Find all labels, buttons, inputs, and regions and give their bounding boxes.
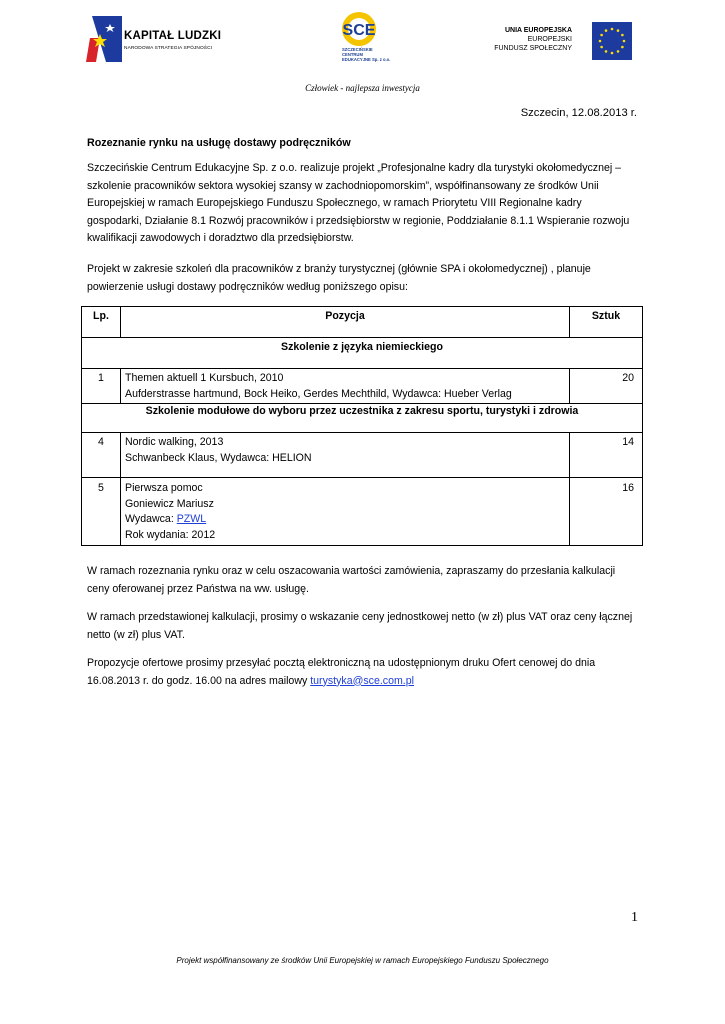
row-title: Pierwsza pomoc — [125, 482, 203, 494]
row-position — [121, 369, 570, 404]
table-section-row — [82, 404, 643, 433]
header-lp: Lp. — [82, 307, 121, 338]
row-lp: 4 — [82, 433, 121, 478]
row-position — [121, 433, 570, 478]
table-row — [82, 478, 643, 546]
kapital-ludzki-title: KAPITAŁ LUDZKI — [124, 30, 222, 42]
motto: Człowiek - najlepsza inwestycja — [305, 83, 420, 93]
document-title: Rozeznanie rynku na usługę dostawy podręczników — [87, 137, 351, 149]
header-position: Pozycja — [121, 307, 570, 338]
eu-line2: EUROPEJSKI — [527, 36, 572, 43]
row-details: Aufderstrasse hartmund, Bock Heiko, Gerdes Mechthild, Wydawca: Hueber Verlag — [125, 387, 512, 400]
sce-line1: SZCZECIŃSKIE — [342, 47, 373, 52]
intro-paragraph-2: Projekt w zakresie szkoleń dla pracowników z branży turystycznej (głównie SPA i okołomedycznej) , planuje powierzenie usługi dostawy podręczników według poniższego opisu: — [87, 263, 591, 293]
sce-line3: EDUKACYJNE Sp. z o.o. — [342, 56, 391, 62]
sce-line2: CENTRUM — [342, 51, 363, 57]
outro-paragraph-2: W ramach przedstawionej kalkulacji, prosimy o wskazanie ceny jednostkowej netto (w zł) plus VAT oraz ceny łącznej netto (w zł) plus VAT. — [87, 611, 633, 641]
row-details: Schwanbeck Klaus, Wydawca: HELION — [125, 451, 312, 464]
row-author: Goniewicz Mariusz — [125, 497, 214, 510]
eu-line1: UNIA EUROPEJSKA — [504, 27, 572, 34]
row-lp: 1 — [82, 369, 121, 404]
eu-line3: FUNDUSZ SPOŁECZNY — [494, 45, 572, 52]
table-header-row — [82, 307, 643, 338]
row-title: Themen aktuell 1 Kursbuch, 2010 — [125, 372, 284, 384]
outro-paragraph-3-text: Propozycje ofertowe prosimy przesyłać pocztą elektroniczną na udostępnionym druku Ofert cenowej do dnia 16.08.2013 r. do godz. 16.00 na adres mailowy — [87, 657, 596, 687]
row-year: Rok wydania: 2012 — [125, 528, 216, 541]
row-title: Nordic walking, 2013 — [125, 436, 224, 448]
email-link[interactable]: turystyka@sce.com.pl — [310, 674, 414, 687]
table-row — [82, 433, 643, 478]
items-table — [81, 306, 643, 546]
eu-logo — [480, 22, 632, 62]
sce-logo — [334, 10, 391, 70]
place-date: Szczecin, 12.08.2013 r. — [520, 107, 637, 119]
kapital-ludzki-mark-icon — [86, 16, 122, 62]
outro-paragraph-1: W ramach rozeznania rynku oraz w celu oszacowania wartości zamówienia, zapraszamy do przesłania kalkulacji ceny oferowanej przez Państwa na ww. usługę. — [87, 565, 616, 595]
eu-flag-icon — [592, 22, 632, 60]
footer-text: Projekt współfinansowany ze środków Unii Europejskiej w ramach Europejskiego Funduszu Społecznego — [176, 956, 549, 965]
sce-letters: SCE — [342, 22, 376, 39]
section-modules: Szkolenie modułowe do wyboru przez uczestnika z zakresu sportu, turystyki i zdrowia — [82, 404, 643, 433]
sce-subtitle — [342, 48, 390, 62]
table-section-row — [82, 338, 643, 369]
kapital-ludzki-logo — [86, 16, 226, 62]
row-qty: 20 — [570, 369, 643, 404]
page-number: 1 — [631, 910, 638, 925]
publisher-link[interactable]: PZWL — [176, 513, 207, 525]
sce-emblem-icon — [334, 10, 384, 48]
outro-paragraph-3 — [87, 655, 639, 690]
intro-paragraph-1: Szczecińskie Centrum Edukacyjne Sp. z o.o. realizuje projekt „Profesjonalne kadry dla turystyki okołomedycznej – szkolenie pracowników sektora wysokiej szansy w zachodniopomorskim”, współfinansowany ze środków Unii Europejskiej w ramach Europejskiego Funduszu Społecznego, w ramach Priorytetu VIII Regionalne kadry gospodarki, Działanie 8.1 Rozwój pracowników i przedsiębiorstw w regionie, Poddziałanie 8.1.1 Wspieranie rozwoju kwalifikacji zawodowych i doradztwo dla przedsiębiorstw. — [87, 162, 630, 244]
row-qty: 16 — [570, 478, 643, 546]
row-lp: 5 — [82, 478, 121, 546]
row-position — [121, 478, 570, 546]
table-row — [82, 369, 643, 404]
row-qty: 14 — [570, 433, 643, 478]
row-publisher — [125, 512, 565, 528]
eu-logo-text — [494, 26, 572, 53]
publisher-label: Wydawca: — [125, 513, 177, 525]
kapital-ludzki-subtitle: NARODOWA STRATEGIA SPÓJNOŚCI — [124, 46, 213, 51]
header-qty: Sztuk — [570, 307, 643, 338]
section-german: Szkolenie z języka niemieckiego — [82, 338, 643, 369]
